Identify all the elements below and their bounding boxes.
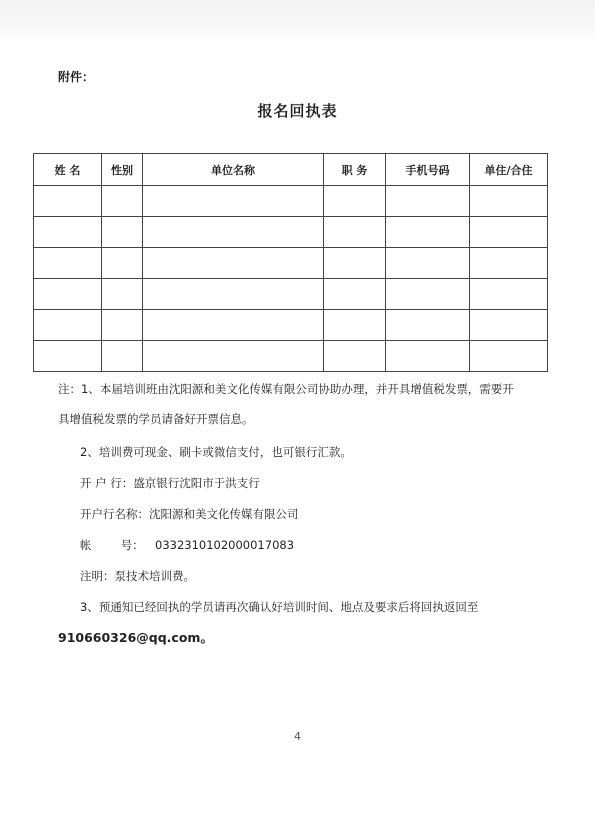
account-number-label: 帐 号： — [80, 538, 144, 552]
table-row — [34, 279, 548, 310]
table-cell[interactable] — [102, 186, 143, 217]
note-3: 3、预通知已经回执的学员请再次确认好培训时间、地点及要求后将回执返回至 — [80, 600, 479, 614]
table-row — [34, 186, 548, 217]
table-cell[interactable] — [143, 248, 324, 279]
table-cell[interactable] — [386, 248, 470, 279]
table-cell[interactable] — [324, 279, 386, 310]
header-gender: 性别 — [102, 154, 143, 186]
table-cell[interactable] — [143, 217, 324, 248]
remark: 注明：泵技术培训费。 — [80, 569, 195, 583]
table-body — [34, 186, 548, 372]
page-number: 4 — [294, 730, 301, 743]
header-room-type: 单住/合住 — [470, 154, 548, 186]
table-row — [34, 310, 548, 341]
table-cell[interactable] — [34, 217, 102, 248]
table-cell[interactable] — [470, 248, 548, 279]
registration-table — [33, 153, 548, 372]
table-cell[interactable] — [470, 341, 548, 372]
table-header-row — [34, 154, 548, 186]
note-1-line-2: 具增值税发票的学员请备好开票信息。 — [58, 412, 254, 426]
table-cell[interactable] — [470, 279, 548, 310]
table-cell[interactable] — [324, 248, 386, 279]
table-cell[interactable] — [324, 186, 386, 217]
table-cell[interactable] — [470, 217, 548, 248]
note-1-line-1: 注：1、本届培训班由沈阳源和美文化传媒有限公司协助办理，并开具增值税发票，需要开 — [58, 382, 514, 396]
account-number-line — [80, 537, 294, 553]
email-suffix: 。 — [200, 630, 213, 645]
table-cell[interactable] — [470, 310, 548, 341]
table-cell[interactable] — [386, 341, 470, 372]
account-name-line — [80, 506, 299, 522]
table-cell[interactable] — [102, 310, 143, 341]
table-cell[interactable] — [324, 341, 386, 372]
table-cell[interactable] — [102, 341, 143, 372]
table-cell[interactable] — [143, 279, 324, 310]
table-cell[interactable] — [102, 248, 143, 279]
table-cell[interactable] — [34, 248, 102, 279]
table-cell[interactable] — [143, 341, 324, 372]
table-row — [34, 248, 548, 279]
table-row — [34, 341, 548, 372]
table-cell[interactable] — [324, 310, 386, 341]
bank-label: 开 户 行： — [80, 476, 134, 490]
account-name-label: 开户行名称： — [80, 507, 149, 521]
table-cell[interactable] — [386, 310, 470, 341]
table-cell[interactable] — [324, 217, 386, 248]
header-position: 职 务 — [324, 154, 386, 186]
attachment-label: 附件： — [58, 70, 95, 84]
table-cell[interactable] — [143, 310, 324, 341]
header-name: 姓 名 — [34, 154, 102, 186]
email-address: 910660326@qq.com — [58, 630, 201, 645]
table-cell[interactable] — [386, 217, 470, 248]
table-cell[interactable] — [34, 186, 102, 217]
header-mobile: 手机号码 — [386, 154, 470, 186]
table-cell[interactable] — [102, 279, 143, 310]
table-cell[interactable] — [386, 186, 470, 217]
account-number-value: 0332310102000017083 — [155, 538, 295, 552]
scan-top-band — [0, 0, 595, 42]
table-cell[interactable] — [34, 341, 102, 372]
table-cell[interactable] — [386, 279, 470, 310]
table-cell[interactable] — [102, 217, 143, 248]
header-organization: 单位名称 — [143, 154, 324, 186]
bank-line — [80, 475, 260, 491]
table-cell[interactable] — [34, 279, 102, 310]
table-row — [34, 217, 548, 248]
table-cell[interactable] — [470, 186, 548, 217]
table-cell[interactable] — [143, 186, 324, 217]
account-name-value: 沈阳源和美文化传媒有限公司 — [149, 507, 299, 521]
note-2: 2、培训费可现金、刷卡或微信支付，也可银行汇款。 — [80, 445, 352, 459]
bank-value: 盛京银行沈阳市于洪支行 — [133, 476, 260, 490]
table-cell[interactable] — [34, 310, 102, 341]
form-title: 报名回执表 — [257, 102, 338, 120]
email-line — [58, 628, 213, 646]
